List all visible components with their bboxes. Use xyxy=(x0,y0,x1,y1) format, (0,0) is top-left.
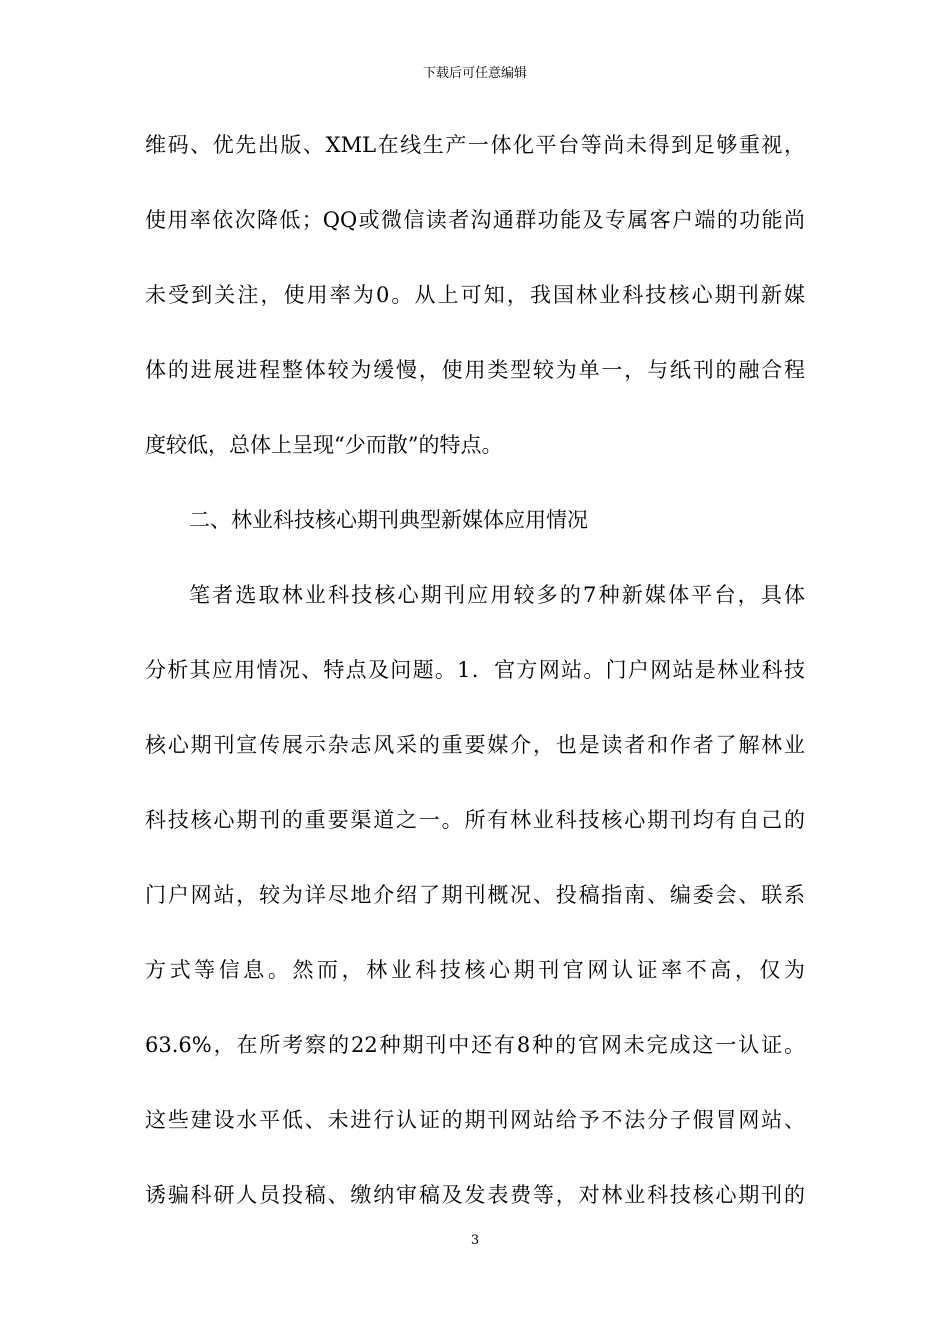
body-line: 体的进展进程整体较为缓慢，使用类型较为单一，与纸刊的融合程 xyxy=(145,358,805,382)
body-line: 度较低，总体上呈现“少而散”的特点。 xyxy=(145,433,503,457)
body-line: 这些建设水平低、未进行认证的期刊网站给予不法分子假冒网站、 xyxy=(145,1108,805,1132)
document-body xyxy=(145,130,805,1255)
body-line: 核心期刊宣传展示杂志风采的重要媒介，也是读者和作者了解林业 xyxy=(145,733,805,757)
page-header: 下载后可任意编辑 xyxy=(422,66,527,81)
body-line: 诱骗科研人员投稿、缴纳审稿及发表费等，对林业科技核心期刊的 xyxy=(145,1183,805,1207)
body-line: 门户网站，较为详尽地介绍了期刊概况、投稿指南、编委会、联系 xyxy=(145,883,805,907)
body-line: 方式等信息。然而，林业科技核心期刊官网认证率不高，仅为 xyxy=(145,958,805,982)
body-line: 63.6%，在所考察的22种期刊中还有8种的官网未完成这一认证。 xyxy=(145,1033,805,1057)
body-line: 维码、优先出版、XML在线生产一体化平台等尚未得到足够重视， xyxy=(145,133,805,157)
body-line: 使用率依次降低；QQ或微信读者沟通群功能及专属客户端的功能尚 xyxy=(145,208,805,232)
body-line: 分析其应用情况、特点及问题。1．官方网站。门户网站是林业科技 xyxy=(145,658,805,682)
section-heading: 二、林业科技核心期刊典型新媒体应用情况 xyxy=(189,508,588,532)
body-line: 科技核心期刊的重要渠道之一。所有林业科技核心期刊均有自己的 xyxy=(145,808,805,832)
body-line: 笔者选取林业科技核心期刊应用较多的7种新媒体平台，具体 xyxy=(189,583,805,607)
page-number: 3 xyxy=(470,1233,480,1248)
body-line: 未受到关注，使用率为0。从上可知，我国林业科技核心期刊新媒 xyxy=(145,283,805,307)
